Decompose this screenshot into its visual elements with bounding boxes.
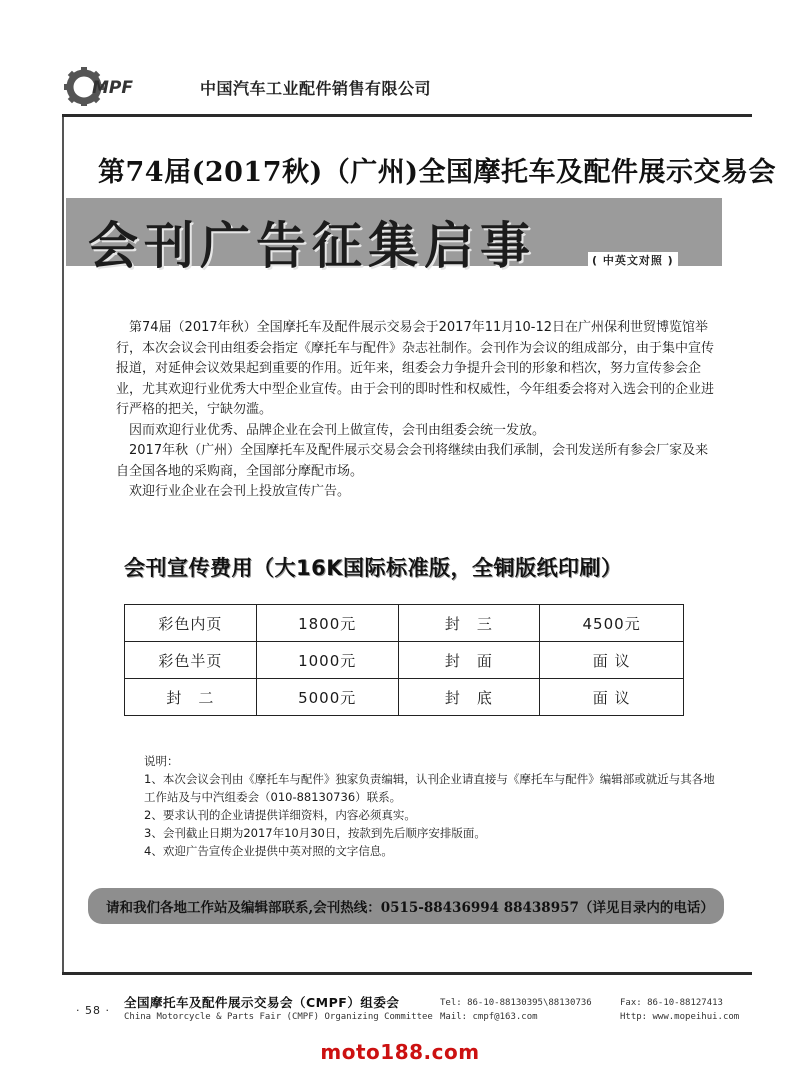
paragraph-3: 2017年秋（广州）全国摩托车及配件展示交易会会刊将继续由我们承制，会刊发送所有参会厂家及来自全国各地的采购商，全国部分摩配市场。: [116, 443, 709, 479]
contact-tel-mail: [440, 996, 592, 1024]
table-cell: 1000元: [256, 642, 398, 679]
note-item: 3、会刊截止日期为2017年10月30日，按款到先后顺序安排版面。: [144, 826, 486, 840]
organizer-name-en: China Motorcycle & Parts Fair (CMPF) Organizing Committee: [124, 1012, 433, 1022]
table-row: [125, 605, 684, 642]
note-item: 4、欢迎广告宣传企业提供中英对照的文字信息。: [144, 844, 393, 858]
fee-heading: 会刊宣传费用（大16K国际标准版，全铜版纸印刷）: [124, 556, 623, 580]
table-cell: 4500元: [540, 605, 684, 642]
fax-text: Fax: 86-10-88127413: [620, 998, 723, 1008]
table-cell: 封 二: [125, 679, 257, 716]
website-text: Http: www.mopeihui.com: [620, 1012, 740, 1022]
mail-text: Mail: cmpf@163.com: [440, 1012, 538, 1022]
table-cell: 1800元: [256, 605, 398, 642]
logo-text: MPF: [92, 78, 133, 98]
paragraph-2: 因而欢迎行业优秀、品牌企业在会刊上做宣传，会刊由组委会统一发放。: [129, 422, 546, 438]
watermark: moto188.com: [320, 1040, 480, 1064]
hotline-text: 请和我们各地工作站及编辑部联系,会刊热线：0515-88436994 88438957（详见目录内的电话）: [106, 900, 714, 916]
fee-table: [124, 604, 684, 716]
company-name: 中国汽车工业配件销售有限公司: [200, 79, 432, 98]
notes-section: [118, 752, 718, 860]
table-cell: 封 三: [398, 605, 540, 642]
tel-text: Tel: 86-10-88130395\88130736: [440, 998, 592, 1008]
table-cell: 5000元: [256, 679, 398, 716]
page-header: [64, 66, 754, 110]
paragraph-4: 欢迎行业企业在会刊上投放宣传广告。: [129, 484, 351, 499]
table-cell: 封 面: [398, 642, 540, 679]
contact-fax-web: [620, 996, 739, 1024]
notes-label: 说明：: [144, 754, 179, 768]
table-row: [125, 642, 684, 679]
table-cell: 彩色内页: [125, 605, 257, 642]
body-text: [116, 318, 714, 503]
header-divider: [62, 114, 752, 117]
banner-title: 会刊广告征集启事: [88, 217, 536, 275]
event-title: 第74届(2017秋)（广州)全国摩托车及配件展示交易会: [98, 157, 777, 188]
banner-subtitle: ( 中英文对照 ): [588, 252, 678, 268]
note-item: 2、要求认刊的企业请提供详细资料，内容必须真实。: [144, 808, 416, 822]
table-cell: 封 底: [398, 679, 540, 716]
note-item: 1、本次会议会刊由《摩托车与配件》独家负责编辑，认刊企业请直接与《摩托车与配件》编辑部或就近与其各地工作站及与中汽组委会（010-88130736）联系。: [144, 772, 715, 804]
footer-divider: [62, 972, 752, 975]
gear-logo-icon: [64, 66, 194, 106]
table-cell: 面 议: [540, 679, 684, 716]
table-cell: 彩色半页: [125, 642, 257, 679]
table-cell: 面 议: [540, 642, 684, 679]
table-row: [125, 679, 684, 716]
paragraph-1: 第74届（2017年秋）全国摩托车及配件展示交易会于2017年11月10-12日在广州保利世贸博览馆举行，本次会议会刊由组委会指定《摩托车与配件》杂志社制作。会刊作为会议的组成部分，由于集中宣传报道，对延伸会议效果起到重要的作用。近年来，组委会力争提升会刊的形象和档次，努力宣传参会企业，尤其欢迎行业优秀大中型企业宣传。由于会刊的即时性和权威性，今年组委会将对入选会刊的企业进行严格的把关，宁缺勿滥。: [116, 320, 715, 417]
page-number: · 58 ·: [76, 1004, 110, 1017]
organizer-name-cn: 全国摩托车及配件展示交易会（CMPF）组委会: [124, 995, 400, 1010]
left-border: [62, 117, 64, 973]
